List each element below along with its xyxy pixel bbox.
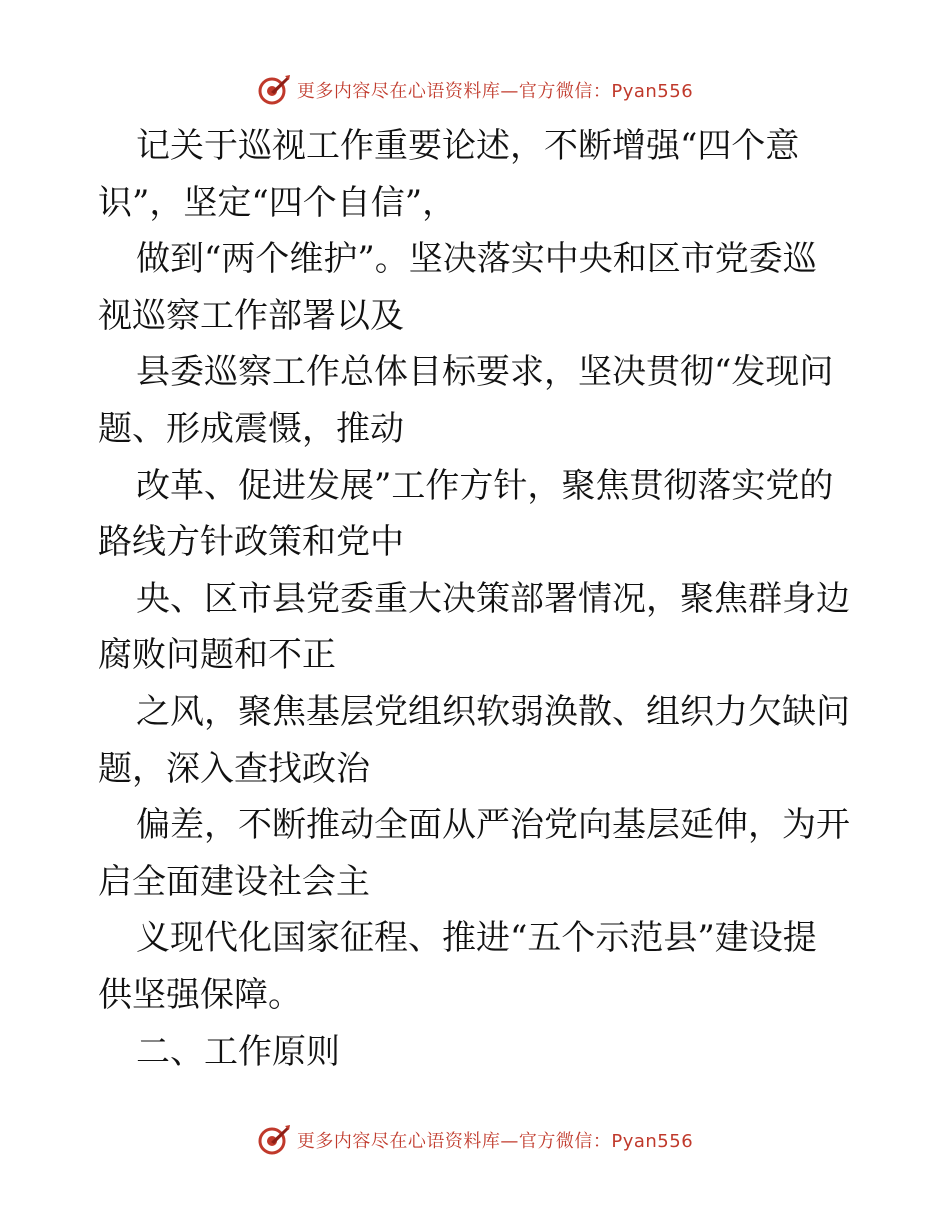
paragraph-line: 央、区市县党委重大决策部署情况，聚焦群身边 [136,578,850,619]
paragraph-line: 题、形成震慑，推动 [98,408,404,449]
watermark-brand [257,1123,693,1157]
paragraph-line: 识”，坚定“四个自信”， [98,182,457,223]
page-header-watermark [0,70,950,110]
watermark-brand [257,73,693,107]
page-footer-watermark [0,1120,950,1160]
document-body [98,118,858,1080]
paragraph-line: 题，深入查找政治 [98,748,370,789]
paragraph-line: 腐败问题和不正 [98,635,336,676]
paragraph-line: 路线方针政策和党中 [98,522,404,563]
watermark-text: 更多内容尽在心语资料库—官方微信：Pyan556 [296,1131,694,1152]
paragraph-line: 之风，聚焦基层党组织软弱涣散、组织力欠缺问 [136,691,850,732]
section-heading: 二、工作原则 [136,1031,340,1072]
paragraph-line: 义现代化国家征程、推进“五个示范县”建设提 [136,918,817,959]
quill-seal-icon [257,73,291,107]
paragraph-line: 做到“两个维护”。坚决落实中央和区市党委巡 [136,239,817,280]
paragraph-line: 视巡察工作部署以及 [98,295,404,336]
quill-seal-icon [257,1123,291,1157]
paragraph-line: 改革、促进发展”工作方针，聚焦贯彻落实党的 [136,465,834,506]
paragraph-line: 供坚强保障。 [98,974,302,1015]
paragraph-line: 启全面建设社会主 [98,861,370,902]
watermark-text: 更多内容尽在心语资料库—官方微信：Pyan556 [296,81,694,102]
paragraph-line: 县委巡察工作总体目标要求，坚决贯彻“发现问 [136,352,834,393]
paragraph-line: 偏差，不断推动全面从严治党向基层延伸，为开 [136,805,850,846]
paragraph-line: 记关于巡视工作重要论述，不断增强“四个意 [136,126,800,166]
